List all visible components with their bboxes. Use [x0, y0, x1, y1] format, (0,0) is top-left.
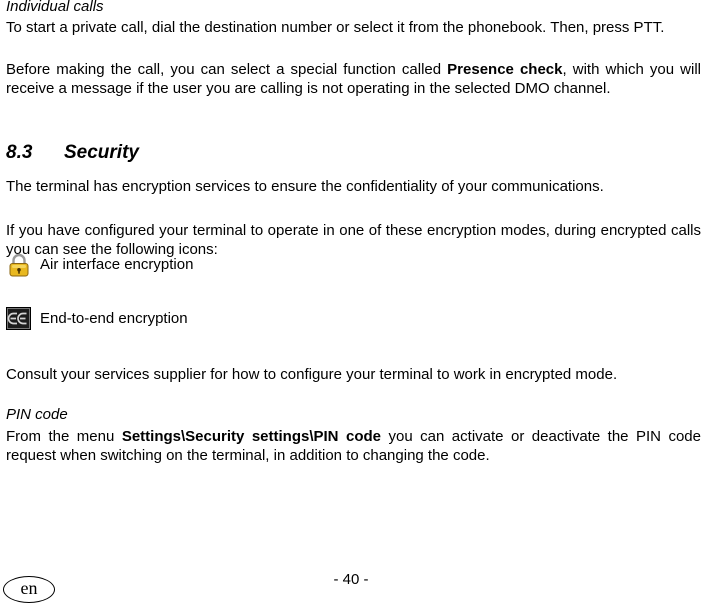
pin-code-heading: PIN code: [6, 406, 68, 423]
security-intro: The terminal has encryption services to ensure the confidentiality of your communications.: [6, 178, 604, 195]
pin-code-text-before: From the menu: [6, 428, 122, 445]
presence-check-paragraph: [6, 60, 701, 98]
pin-code-paragraph: [6, 427, 701, 465]
page-number: - 40 -: [333, 571, 369, 588]
section-heading: [6, 142, 139, 164]
presence-check-text-after: , with which you will receive a message if the user you are calling is not operating in the selected DMO channel.: [6, 61, 701, 97]
pin-code-menu-path: Settings\Security settings\PIN code: [121, 428, 381, 445]
presence-check-text-before: Before making the call, you can select a special function called: [6, 61, 448, 78]
language-badge: en: [3, 576, 55, 603]
presence-check-term: Presence check: [447, 61, 563, 78]
encryption-modes-paragraph: If you have configured your terminal to operate in one of these encryption modes, during encrypted calls you can see the following icons:: [6, 222, 701, 258]
consult-supplier-paragraph: Consult your services supplier for how to configure your terminal to work in encrypted mode.: [6, 366, 618, 383]
padlock-icon: [6, 253, 32, 277]
section-number: 8.3: [6, 142, 33, 163]
section-title: Security: [64, 142, 139, 163]
end-to-end-encryption-label: End-to-end encryption: [40, 310, 188, 327]
end-to-end-encryption-icon: [6, 307, 32, 331]
individual-calls-paragraph: To start a private call, dial the destination number or select it from the phonebook. Then, press PTT.: [6, 19, 665, 36]
pin-code-text-after: you can activate or deactivate the PIN code request when switching on the terminal, in addition to changing the code.: [6, 428, 701, 464]
individual-calls-heading: Individual calls: [6, 0, 104, 15]
air-interface-encryption-label: Air interface encryption: [40, 256, 194, 273]
